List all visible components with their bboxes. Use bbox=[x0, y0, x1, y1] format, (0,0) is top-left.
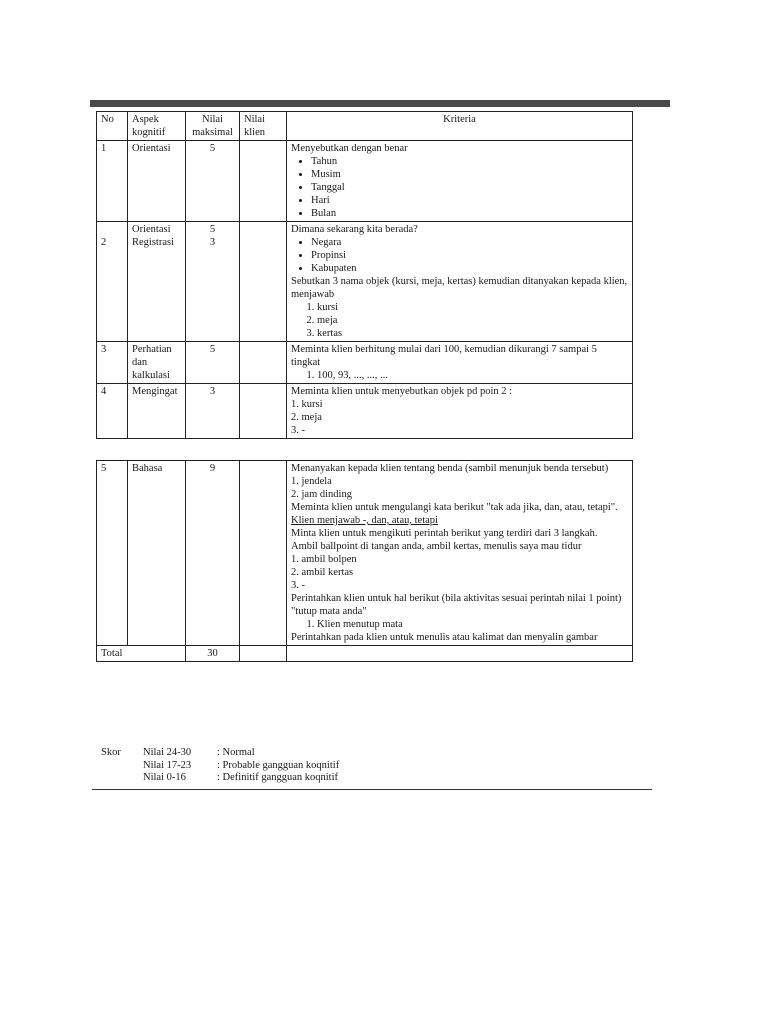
score-desc: : Probable gangguan koqnitif bbox=[217, 759, 340, 771]
row5-nilai-klien bbox=[240, 461, 287, 646]
row2-aspek-1: Orientasi bbox=[132, 224, 171, 235]
row5-text: Minta klien untuk mengikuti perintah berikut yang terdiri dari 3 langkah. bbox=[291, 528, 598, 539]
row5-nilai: 9 bbox=[186, 461, 240, 646]
row5-line: 1. ambil bolpen bbox=[291, 554, 357, 565]
score-legend bbox=[101, 747, 343, 785]
score-row bbox=[101, 760, 343, 773]
top-rule bbox=[90, 100, 670, 107]
row2-nilai bbox=[186, 222, 240, 342]
list-item: • Propinsi bbox=[311, 249, 628, 262]
row4-line: 2. meja bbox=[291, 412, 322, 423]
row4-nilai: 3 bbox=[186, 384, 240, 439]
score-row bbox=[101, 772, 343, 785]
row1-aspek: Orientasi bbox=[128, 141, 186, 222]
header-no: No bbox=[97, 112, 128, 141]
row5-text: Klien menjawab -, dan, atau, tetapi bbox=[291, 515, 438, 526]
score-range: Nilai 0-16 bbox=[143, 772, 186, 783]
row5-text: Menanyakan kepada klien tentang benda (sambil menunjuk benda tersebut) bbox=[291, 463, 609, 474]
row2-list bbox=[291, 236, 628, 275]
row4-line: 3. - bbox=[291, 425, 305, 436]
row3-numbered-list bbox=[291, 369, 628, 382]
list-item: • Bulan bbox=[311, 207, 628, 220]
list-item: • Musim bbox=[311, 168, 628, 181]
row2-kriteria bbox=[287, 222, 633, 342]
row2-aspek-2: Registrasi bbox=[132, 237, 174, 248]
row5-line: 3. - bbox=[291, 580, 305, 591]
list-item: • Tahun bbox=[311, 155, 628, 168]
row4-line: 1. kursi bbox=[291, 399, 323, 410]
row5-text: Perintahkan klien untuk hal berikut (bila aktivitas sesuai perintah nilai 1 point) bbox=[291, 593, 622, 604]
row3-kriteria bbox=[287, 342, 633, 384]
row2-nilai-2: 3 bbox=[209, 237, 216, 248]
bottom-rule bbox=[92, 789, 652, 790]
score-row bbox=[101, 747, 343, 760]
row2-nilai-klien bbox=[240, 222, 287, 342]
table-row bbox=[97, 461, 633, 646]
row3-aspek: Perhatian dan kalkulasi bbox=[128, 342, 186, 384]
row1-list bbox=[291, 155, 628, 220]
list-item: 1. 100, 93, ..., ..., ... bbox=[317, 369, 628, 382]
row5-line: 2. ambil kertas bbox=[291, 567, 354, 578]
row2-title: Dimana sekarang kita berada? bbox=[291, 224, 418, 235]
row4-aspek: Mengingat bbox=[128, 384, 186, 439]
row1-nilai: 5 bbox=[186, 141, 240, 222]
row2-text: Sebutkan 3 nama objek (kursi, meja, kertas) kemudian ditanyakan kepada klien, menjawab bbox=[291, 276, 628, 300]
list-item: 3. kertas bbox=[317, 327, 628, 340]
row4-no: 4 bbox=[97, 384, 128, 439]
row2-no: 2 bbox=[101, 237, 107, 248]
header-kriteria: Kriteria bbox=[287, 112, 633, 141]
table-row bbox=[97, 222, 633, 342]
list-item: • Kabupaten bbox=[311, 262, 628, 275]
list-item: 1. kursi bbox=[317, 301, 628, 314]
list-item: 1. Klien menutup mata bbox=[317, 618, 628, 631]
row1-no: 1 bbox=[97, 141, 128, 222]
header-aspek: Aspek kognitif bbox=[128, 112, 186, 141]
row5-text: Perintahkan pada klien untuk menulis atau kalimat dan menyalin gambar bbox=[291, 632, 598, 643]
list-item: • Hari bbox=[311, 194, 628, 207]
row5-kriteria bbox=[287, 461, 633, 646]
assessment-table-part-1 bbox=[96, 111, 633, 439]
row1-title: Menyebutkan dengan benar bbox=[291, 143, 408, 154]
list-item: • Tanggal bbox=[311, 181, 628, 194]
row2-nilai-1: 5 bbox=[209, 224, 216, 235]
score-label-empty bbox=[101, 760, 143, 773]
row5-line: 1. jendela bbox=[291, 476, 332, 487]
score-label-empty bbox=[101, 772, 143, 785]
table-row bbox=[97, 384, 633, 439]
total-kriteria bbox=[287, 646, 633, 662]
header-nilai-maksimal: Nilai maksimal bbox=[186, 112, 240, 141]
row3-text: Meminta klien berhitung mulai dari 100, kemudian dikurangi 7 sampai 5 tingkat bbox=[291, 344, 597, 368]
score-desc: : Normal bbox=[217, 747, 255, 758]
score-desc: : Definitif gangguan koqnitif bbox=[217, 772, 339, 783]
row4-kriteria bbox=[287, 384, 633, 439]
assessment-table-part-2 bbox=[96, 460, 633, 662]
row2-numbered-list bbox=[291, 301, 628, 340]
table-row bbox=[97, 646, 633, 662]
row5-line: 2. jam dinding bbox=[291, 489, 352, 500]
list-item: 2. meja bbox=[317, 314, 628, 327]
table-row bbox=[97, 342, 633, 384]
row5-no: 5 bbox=[97, 461, 128, 646]
row3-nilai-klien bbox=[240, 342, 287, 384]
row2-no-cell bbox=[97, 222, 128, 342]
score-range: Nilai 24-30 bbox=[143, 747, 192, 758]
row5-text: "tutup mata anda" bbox=[291, 606, 367, 617]
row5-aspek: Bahasa bbox=[128, 461, 186, 646]
row3-nilai: 5 bbox=[186, 342, 240, 384]
row5-text: Meminta klien untuk mengulangi kata berikut "tak ada jika, dan, atau, tetapi". bbox=[291, 502, 618, 513]
total-label: Total bbox=[97, 646, 186, 662]
row1-kriteria bbox=[287, 141, 633, 222]
score-label: Skor bbox=[101, 747, 121, 758]
row4-text: Meminta klien untuk menyebutkan objek pd poin 2 : bbox=[291, 386, 513, 397]
score-range: Nilai 17-23 bbox=[143, 759, 192, 771]
table-header-row bbox=[97, 112, 633, 141]
list-item: • Negara bbox=[311, 236, 628, 249]
total-value: 30 bbox=[186, 646, 240, 662]
table-row bbox=[97, 141, 633, 222]
row1-nilai-klien bbox=[240, 141, 287, 222]
total-nilai-klien bbox=[240, 646, 287, 662]
row5-text: Ambil ballpoint di tangan anda, ambil kertas, menulis saya mau tidur bbox=[291, 541, 582, 552]
row5-numbered-list bbox=[291, 618, 628, 631]
row4-nilai-klien bbox=[240, 384, 287, 439]
header-nilai-klien: Nilai klien bbox=[240, 112, 287, 141]
row2-aspek bbox=[128, 222, 186, 342]
row3-no: 3 bbox=[97, 342, 128, 384]
